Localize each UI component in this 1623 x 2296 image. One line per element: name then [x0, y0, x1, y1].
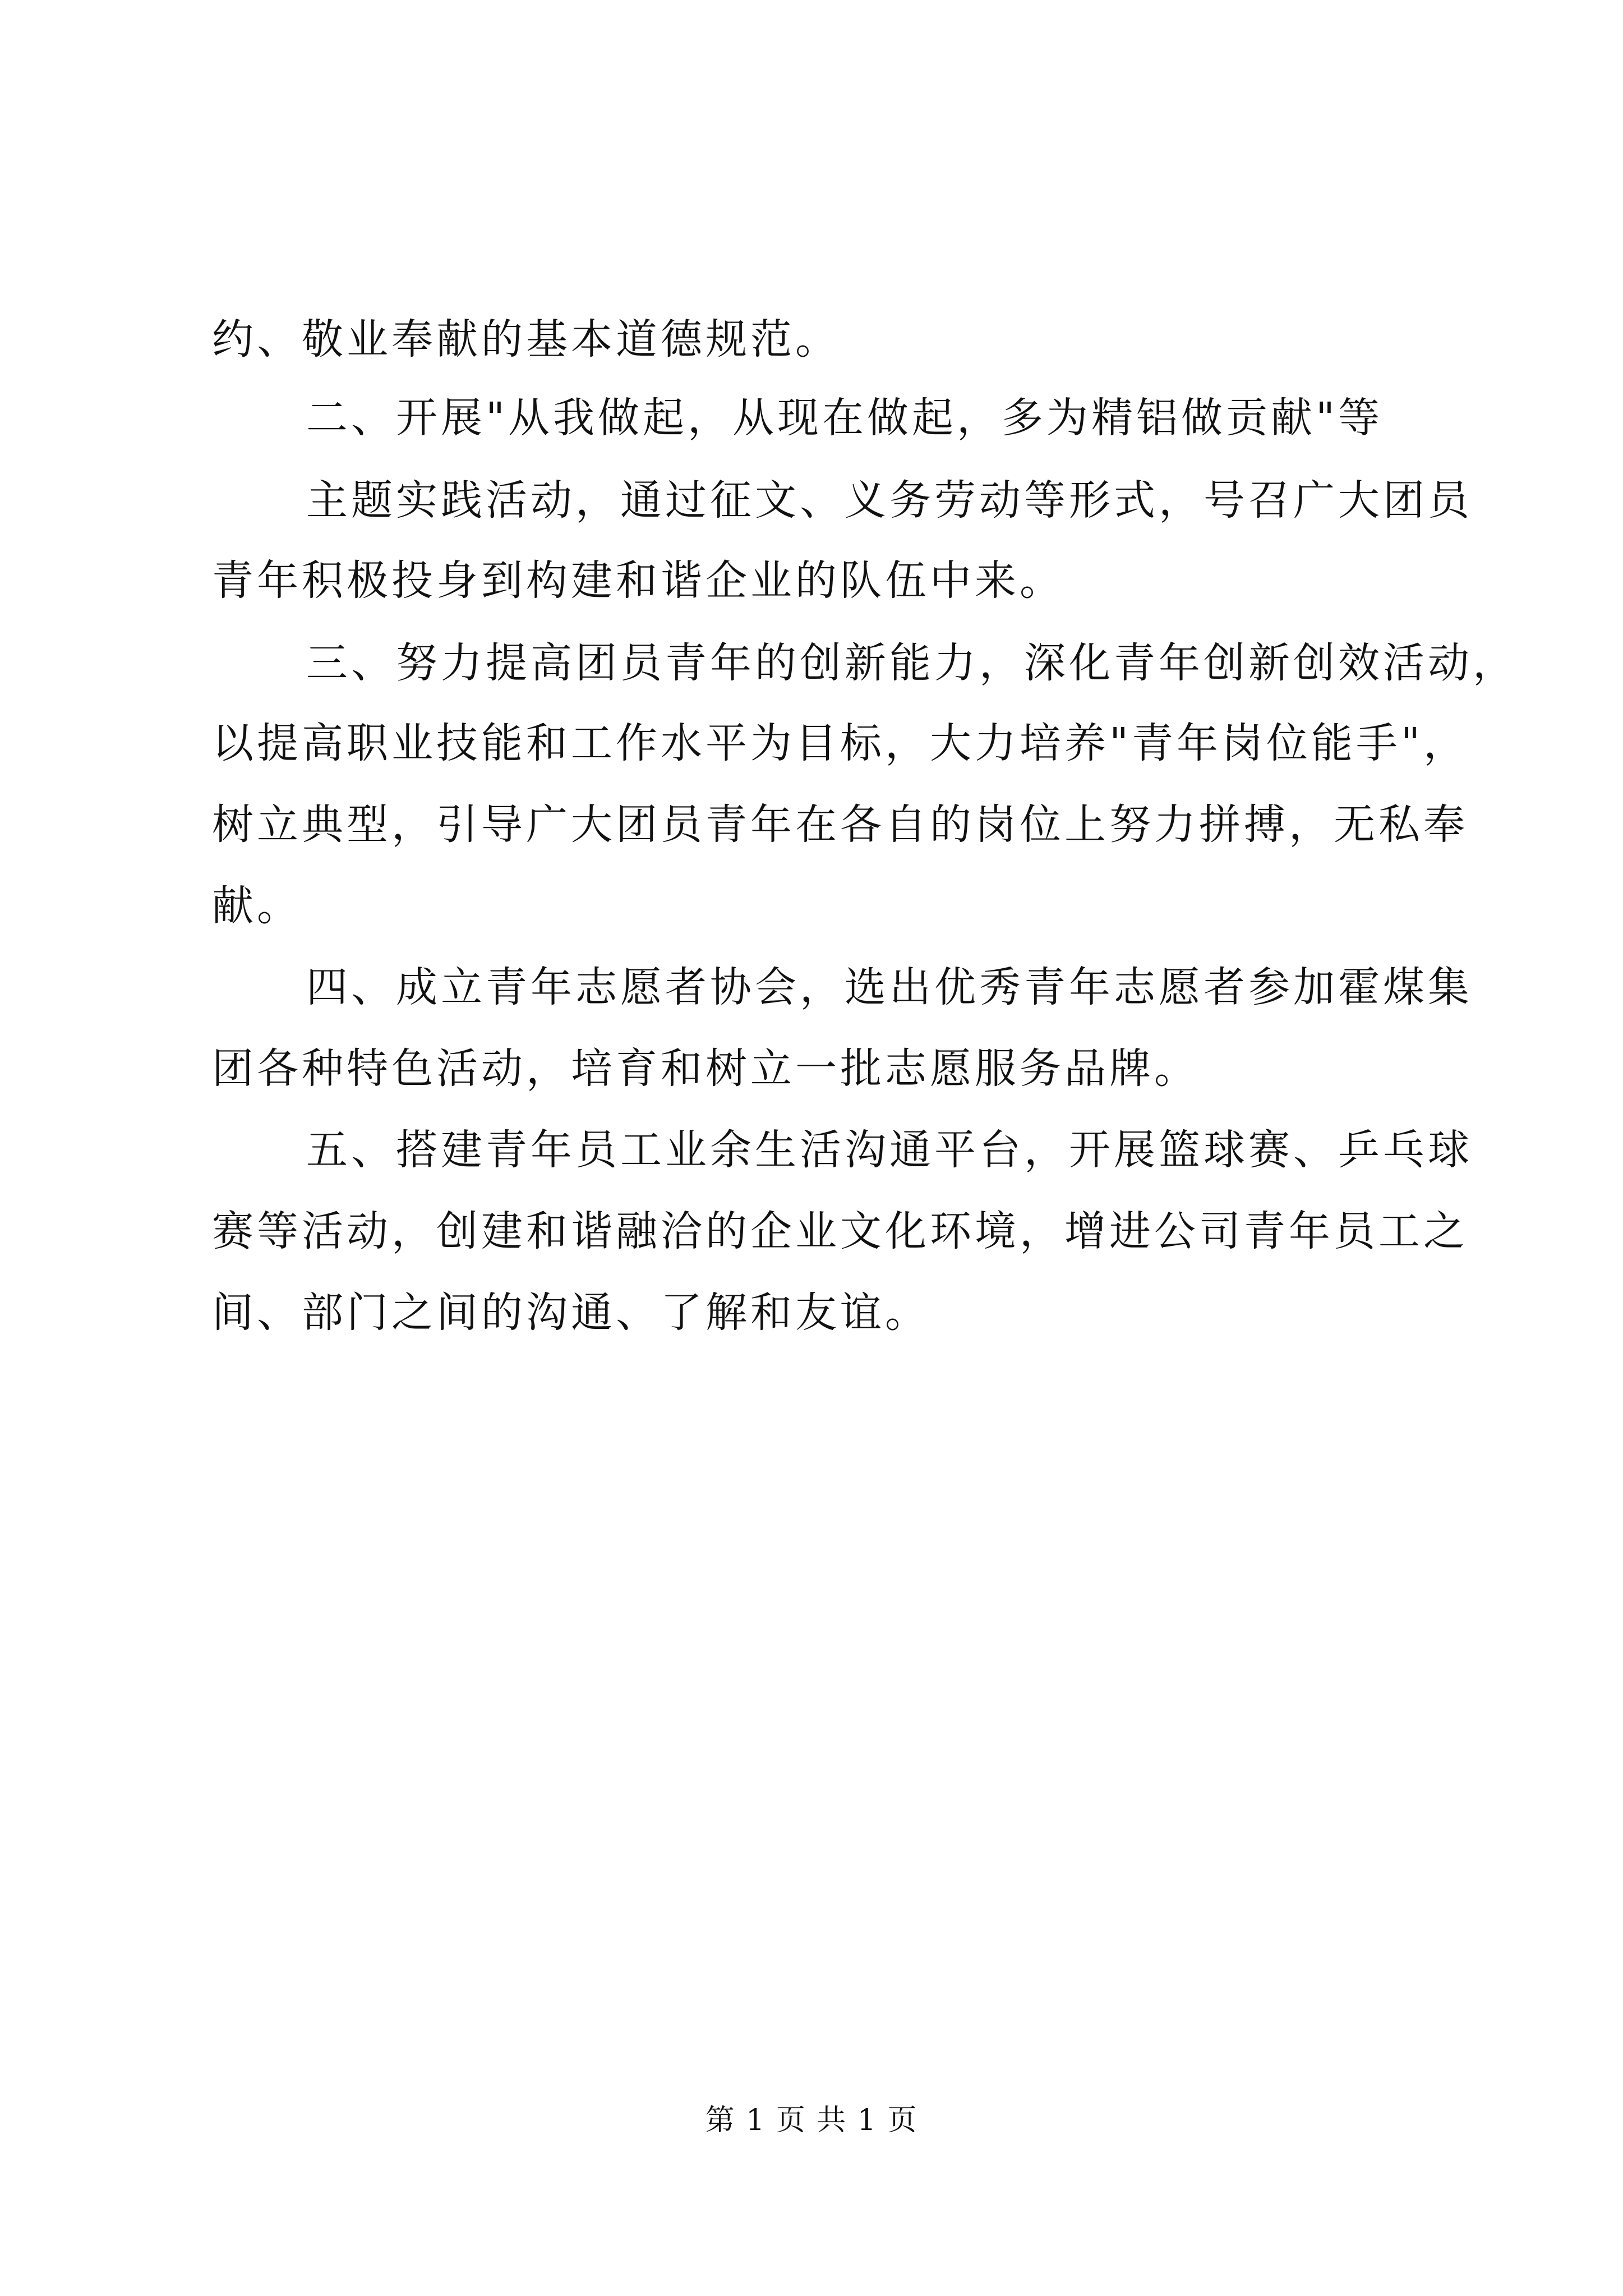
paragraph-line: 五、搭建青年员工业余生活沟通平台，开展篮球赛、乒乓球	[306, 1126, 1473, 1174]
paragraph-line: 间、部门之间的沟通、了解和友谊。	[212, 1289, 930, 1337]
paragraph-line: 三、努力提高团员青年的创新能力，深化青年创新创效活动，	[306, 639, 1518, 687]
paragraph-line: 树立典型，引导广大团员青年在各自的岗位上努力拼搏，无私奉	[212, 800, 1468, 849]
paragraph-line: 青年积极投身到构建和谐企业的队伍中来。	[212, 556, 1064, 605]
paragraph-line: 主题实践活动，通过征文、义务劳动等形式，号召广大团员	[306, 476, 1473, 524]
page-footer: 第 1 页 共 1 页	[705, 2104, 918, 2137]
paragraph-line: 以提高职业技能和工作水平为目标，大力培养"青年岗位能手"，	[212, 719, 1469, 767]
paragraph-line: 约、敬业奉献的基本道德规范。	[212, 315, 840, 364]
paragraph-line: 献。	[212, 882, 302, 930]
paragraph-line: 四、成立青年志愿者协会，选出优秀青年志愿者参加霍煤集	[306, 963, 1473, 1011]
paragraph-line: 赛等活动，创建和谐融洽的企业文化环境，增进公司青年员工之	[212, 1207, 1468, 1255]
paragraph-line: 二、开展"从我做起，从现在做起，多为精铝做贡献"等	[306, 394, 1384, 442]
paragraph-line: 团各种特色活动，培育和树立一批志愿服务品牌。	[212, 1045, 1199, 1093]
